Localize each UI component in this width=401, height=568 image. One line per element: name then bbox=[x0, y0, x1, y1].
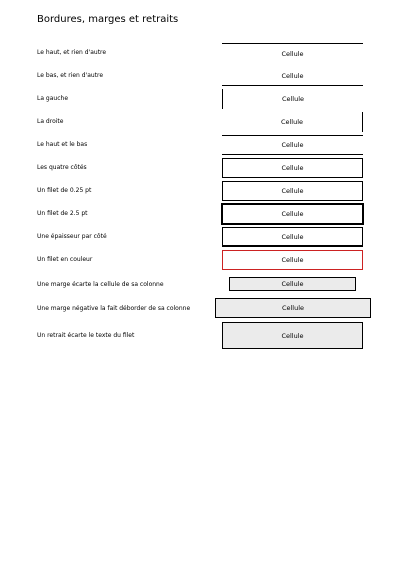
row-label: Un retrait écarte le texte du filet bbox=[37, 332, 135, 339]
table-row bbox=[0, 135, 401, 155]
cell-margin: Cellule bbox=[229, 277, 356, 291]
page-title: Bordures, marges et retraits bbox=[37, 14, 179, 25]
cell-four-sides-border: Cellule bbox=[222, 158, 363, 178]
cell-bottom-border: Cellule bbox=[222, 66, 363, 86]
cell-top-bottom-border: Cellule bbox=[222, 135, 363, 155]
table-row bbox=[0, 112, 401, 132]
table-row bbox=[0, 43, 401, 63]
row-label: Le bas, et rien d'autre bbox=[37, 72, 104, 79]
table-row bbox=[0, 181, 401, 201]
cell-thin-border: Cellule bbox=[222, 181, 363, 201]
table-row bbox=[0, 250, 401, 270]
cell-right-border: Cellule bbox=[222, 112, 363, 132]
table-row bbox=[0, 89, 401, 109]
table-row bbox=[0, 276, 401, 292]
table-row bbox=[0, 322, 401, 349]
row-label: Un filet de 0.25 pt bbox=[37, 187, 92, 194]
row-label: Le haut, et rien d'autre bbox=[37, 49, 107, 56]
row-label: La gauche bbox=[37, 95, 69, 102]
table-row bbox=[0, 158, 401, 178]
cell-top-border: Cellule bbox=[222, 43, 363, 63]
row-label: Une marge écarte la cellule de sa colonne bbox=[37, 281, 164, 288]
cell-per-side-border: Cellule bbox=[222, 227, 363, 247]
row-label: Le haut et le bas bbox=[37, 141, 88, 148]
table-row bbox=[0, 227, 401, 247]
cell-padding: Cellule bbox=[222, 322, 363, 349]
row-label: Une épaisseur par côté bbox=[37, 233, 107, 240]
row-label: La droite bbox=[37, 118, 64, 125]
cell-red-border: Cellule bbox=[222, 250, 363, 270]
row-label: Les quatre côtés bbox=[37, 164, 87, 171]
cell-negative-margin: Cellule bbox=[215, 298, 371, 318]
row-label: Un filet de 2.5 pt bbox=[37, 210, 88, 217]
cell-thick-border: Cellule bbox=[221, 203, 364, 225]
row-label: Une marge négative la fait déborder de sa colonne bbox=[37, 305, 191, 312]
table-row bbox=[0, 66, 401, 86]
row-label: Un filet en couleur bbox=[37, 256, 93, 263]
table-row bbox=[0, 298, 401, 318]
table-row bbox=[0, 204, 401, 224]
cell-left-border: Cellule bbox=[222, 89, 363, 109]
